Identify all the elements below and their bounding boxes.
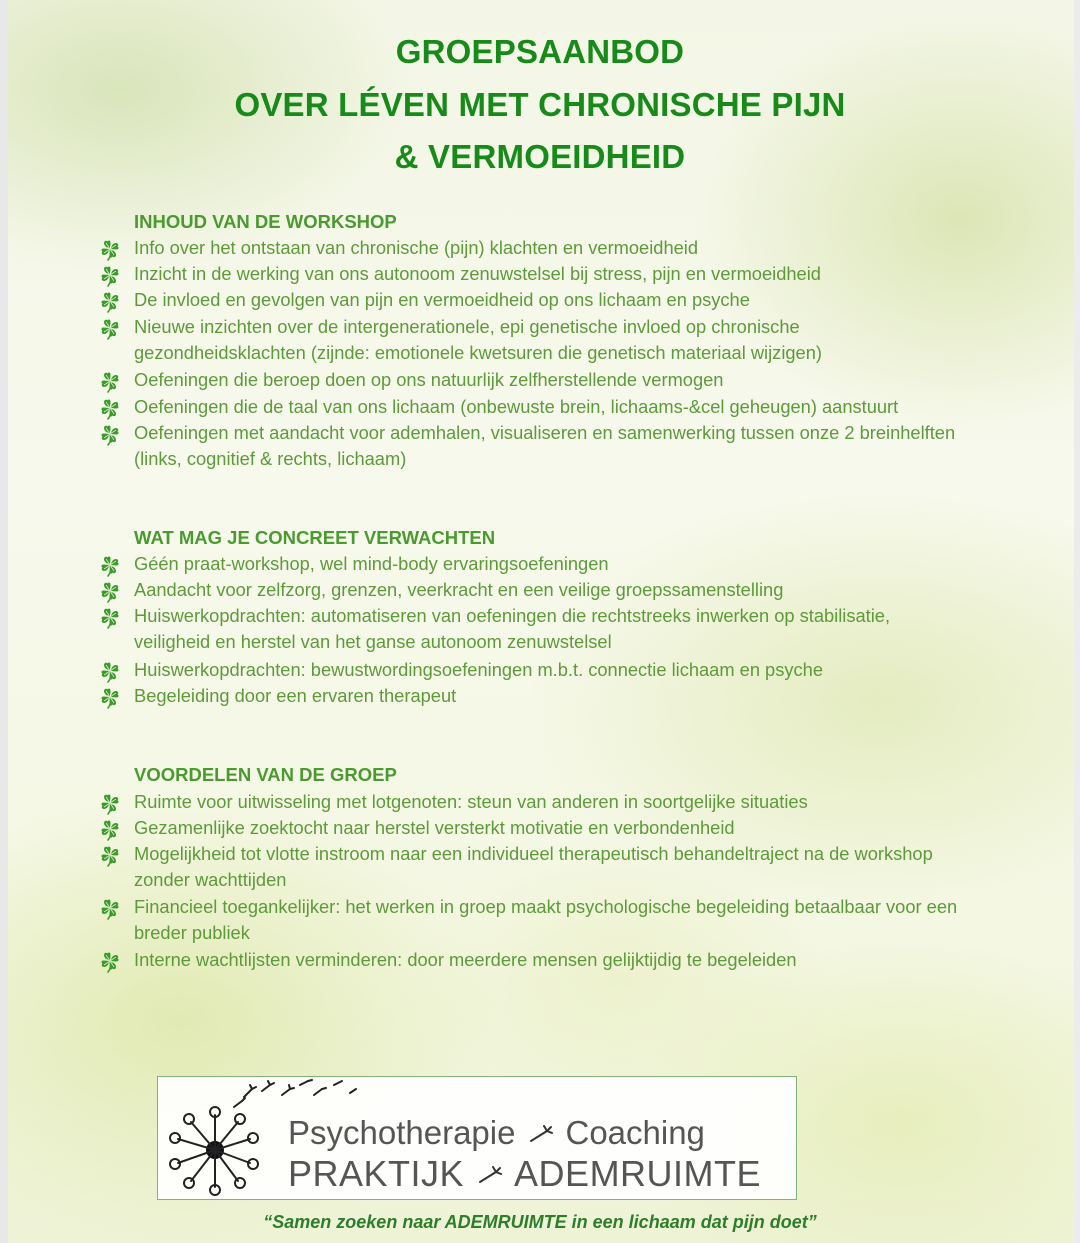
four-leaf-clover-icon [98, 685, 122, 709]
four-leaf-clover-icon [98, 369, 122, 393]
list-item-text: Géén praat-workshop, wel mind-body ervaringsoefeningen [134, 553, 609, 574]
four-leaf-clover-icon [98, 843, 122, 867]
four-leaf-clover-icon [98, 289, 122, 313]
list-item-text: Oefeningen met aandacht voor ademhalen, visualiseren en samenwerking tussen onze 2 breinhelften (links, cognitief & rechts, lichaam) [134, 422, 956, 470]
list-item-text: Nieuwe inzichten over de intergenerationele, epi genetische invloed op chronische gezondheidsklachten (zijnde: emotionele kwetsuren die genetisch materiaal wijzigen) [134, 316, 822, 364]
logo-tagline-left: Psychotherapie [288, 1114, 516, 1151]
slogan: “Samen zoeken naar ADEMRUIMTE in een lichaam dat pijn doet” [263, 1212, 817, 1232]
list-item-text: Begeleiding door een ervaren therapeut [134, 685, 457, 706]
page-edge-right [1074, 0, 1080, 1243]
list-item-text: Ruimte voor uitwisseling met lotgenoten: steun van anderen in soortgelijke situaties [134, 791, 808, 812]
list-item-text: Oefeningen die beroep doen op ons natuurlijk zelfherstellende vermogen [134, 369, 724, 390]
list-item-text: Interne wachtlijsten verminderen: door meerdere mensen gelijktijdig te begeleiden [134, 949, 797, 970]
seed-icon [527, 1125, 553, 1145]
list-item-text: Huiswerkopdrachten: automatiseren van oefeningen die rechtstreeks inwerken op stabilisatie, veiligheid en herstel van het ganse autonoom zenuwstelsel [134, 605, 891, 653]
four-leaf-clover-icon [98, 237, 122, 261]
four-leaf-clover-icon [98, 949, 122, 973]
flying-seed-icon [234, 1080, 356, 1107]
title-line-1: GROEPSAANBOD [395, 33, 685, 70]
title-line-2: OVER LÉVEN MET CHRONISCHE PIJN [234, 86, 846, 123]
four-leaf-clover-icon [98, 605, 122, 629]
four-leaf-clover-icon [98, 659, 122, 683]
four-leaf-clover-icon [98, 263, 122, 287]
logo-name [288, 1153, 761, 1195]
title-line-3: & VERMOEIDHEID [394, 138, 686, 175]
section-heading-verwachten: WAT MAG JE CONCREET VERWACHTEN [134, 527, 496, 548]
logo-name-left: PRAKTIJK [288, 1153, 465, 1194]
list-item-text: Gezamenlijke zoektocht naar herstel versterkt motivatie en verbondenheid [134, 817, 735, 838]
list-item-text: Oefeningen die de taal van ons lichaam (onbewuste brein, lichaams-&cel geheugen) aanstuurt [134, 396, 899, 417]
logo-name-right: ADEMRUIMTE [514, 1153, 762, 1194]
logo-box [157, 1076, 797, 1200]
section-heading-inhoud: INHOUD VAN DE WORKSHOP [134, 211, 397, 232]
logo-tagline-right: Coaching [565, 1114, 705, 1151]
list-item-text: De invloed en gevolgen van pijn en vermoeidheid op ons lichaam en psyche [134, 289, 750, 310]
four-leaf-clover-icon [98, 791, 122, 815]
four-leaf-clover-icon [98, 553, 122, 577]
list-item-text: Info over het ontstaan van chronische (pijn) klachten en vermoeidheid [134, 237, 699, 258]
list-item-text: Mogelijkheid tot vlotte instroom naar een individueel therapeutisch behandeltraject na de workshop zonder wachttijden [134, 843, 933, 891]
four-leaf-clover-icon [98, 422, 122, 446]
section-heading-voordelen: VOORDELEN VAN DE GROEP [134, 764, 397, 785]
four-leaf-clover-icon [98, 817, 122, 841]
seed-icon [476, 1166, 502, 1186]
list-item-text: Inzicht in de werking van ons autonoom zenuwstelsel bij stress, pijn en vermoeidheid [134, 263, 821, 284]
page-edge-left [0, 0, 8, 1243]
list-item-text: Financieel toegankelijker: het werken in groep maakt psychologische begeleiding betaalbaar voor een breder publiek [134, 896, 958, 944]
logo-tagline [288, 1113, 705, 1153]
list-item-text: Huiswerkopdrachten: bewustwordingsoefeningen m.b.t. connectie lichaam en psyche [134, 659, 823, 680]
four-leaf-clover-icon [98, 396, 122, 420]
four-leaf-clover-icon [98, 316, 122, 340]
four-leaf-clover-icon [98, 896, 122, 920]
list-item-text: Aandacht voor zelfzorg, grenzen, veerkracht en een veilige groepssamenstelling [134, 579, 784, 600]
four-leaf-clover-icon [98, 579, 122, 603]
